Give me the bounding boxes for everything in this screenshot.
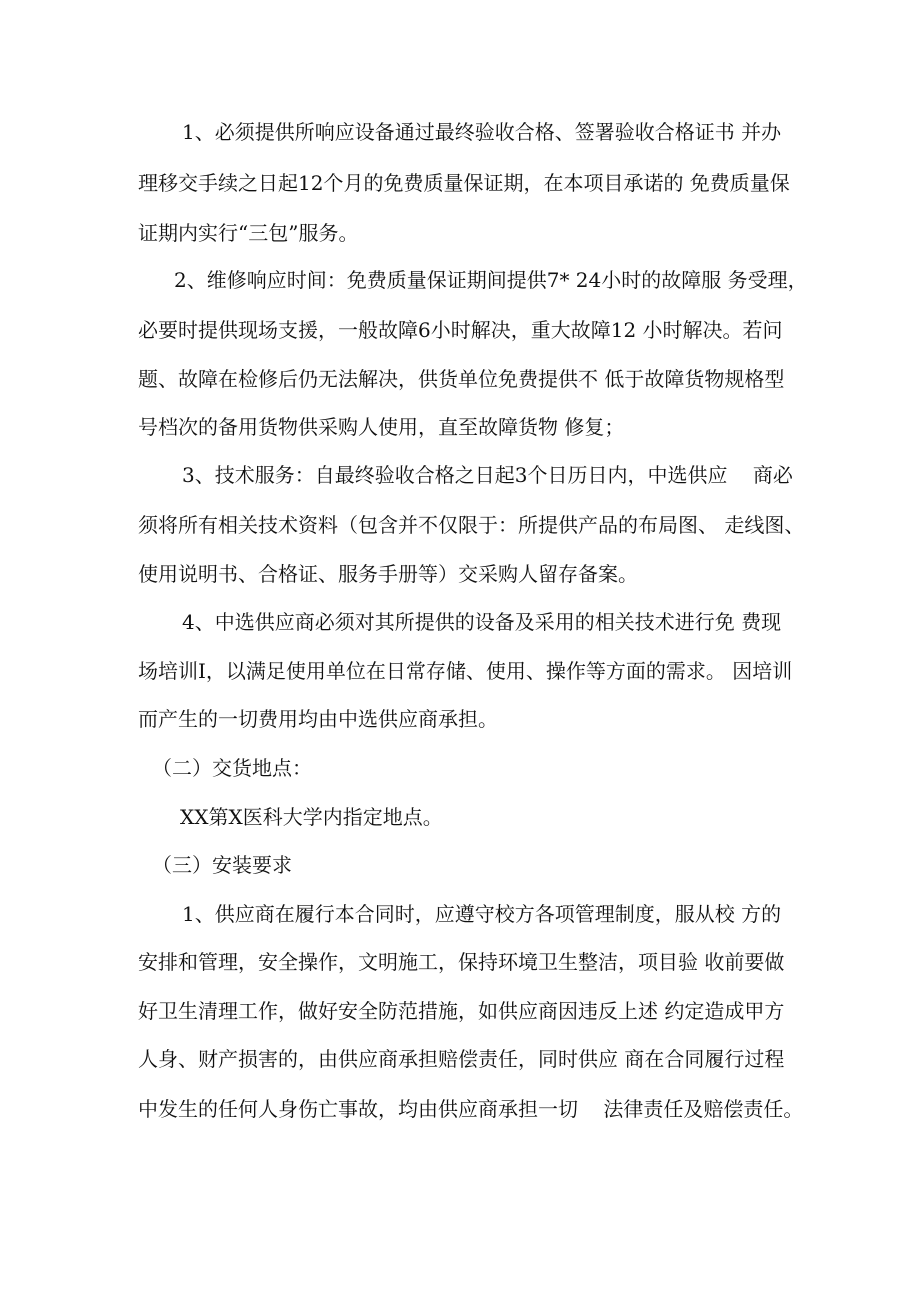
section-heading: （三）安装要求 [152, 853, 292, 877]
text-line: 题、故障在检修后仍无法解决，供货单位免费提供不 低于故障货物规格型 [138, 367, 785, 391]
text-line: 理移交手续之日起12个月的免费质量保证期，在本项目承诺的 免费质量保 [138, 171, 790, 195]
text-line: XX第X医科大学内指定地点。 [180, 805, 443, 829]
text-line: 安排和管理，安全操作，文明施工，保持环境卫生整洁，项目验 收前要做 [138, 950, 785, 974]
text-line: 2、维修响应时间：免费质量保证期间提供7* 24小时的故障服 务受理， [174, 268, 808, 292]
text-line: 号档次的备用货物供采购人使用，直至故障货物 修复； [138, 415, 625, 439]
text-line: 场培训I，以满足使用单位在日常存储、使用、操作等方面的需求。 因培训 [138, 659, 793, 683]
text-line: 中发生的任何人身伤亡事故，均由供应商承担一切 法律责任及赔偿责任。 [138, 1097, 804, 1121]
text-line: 使用说明书、合格证、服务手册等）交采购人留存备案。 [138, 562, 638, 586]
text-line: 1、必须提供所响应设备通过最终验收合格、签署验收合格证书 并办 [182, 120, 782, 144]
text-line: 4、中选供应商必须对其所提供的设备及采用的相关技术进行免 费现 [182, 610, 782, 634]
text-line: 证期内实行“三包”服务。 [138, 221, 359, 245]
text-line: 好卫生清理工作，做好安全防范措施，如供应商因违反上述 约定造成甲方 [138, 999, 785, 1023]
text-line: 1、供应商在履行本合同时，应遵守校方各项管理制度，服从校 方的 [182, 902, 782, 926]
text-line: 须将所有相关技术资料（包含并不仅限于：所提供产品的布局图、 走线图、 [138, 513, 805, 537]
text-line: 人身、财产损害的，由供应商承担赔偿责任，同时供应 商在合同履行过程 [138, 1047, 785, 1071]
text-line: 而产生的一切费用均由中选供应商承担。 [138, 707, 498, 731]
section-heading: （二）交货地点： [152, 756, 312, 780]
text-line: 3、技术服务：自最终验收合格之日起3个日历日内，中选供应 商必 [182, 463, 793, 487]
text-line: 必要时提供现场支援，一般故障6小时解决，重大故障12 小时解决。若问 [138, 318, 783, 342]
